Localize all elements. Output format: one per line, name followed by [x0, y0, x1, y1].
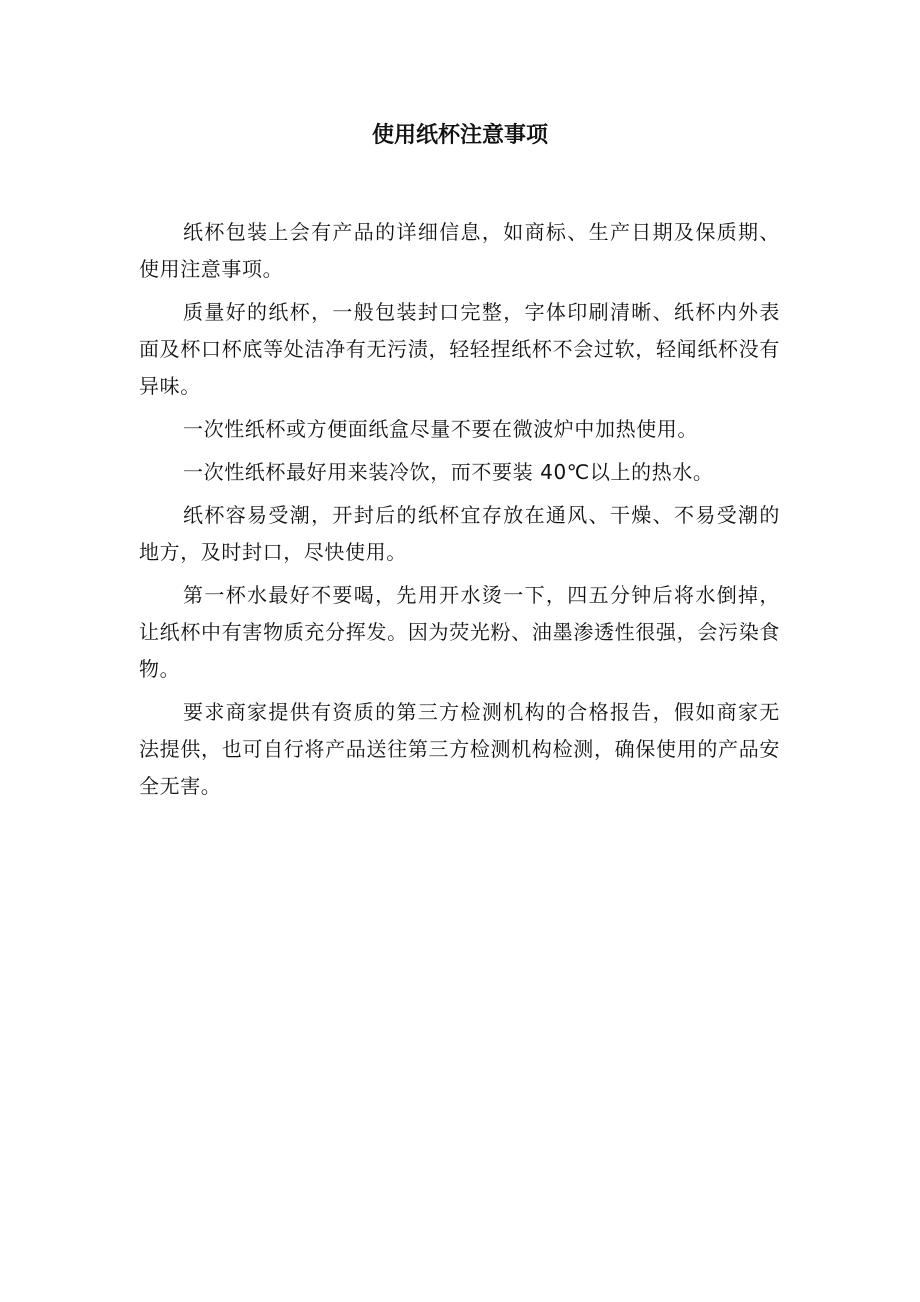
paragraph-package-info: 纸杯包装上会有产品的详细信息，如商标、生产日期及保质期、使用注意事项。 [139, 220, 780, 281]
document-body [139, 214, 780, 811]
paragraph-cold-drinks: 一次性纸杯最好用来装冷饮，而不要装 40℃以上的热水。 [183, 460, 714, 484]
paragraph-storage: 纸杯容易受潮，开封后的纸杯宜存放在通风、干燥、不易受潮的地方，及时封口，尽快使用。 [139, 503, 780, 564]
paragraph-first-cup: 第一杯水最好不要喝，先用开水烫一下，四五分钟后将水倒掉，让纸杯中有害物质充分挥发。因为荧光粉、油墨渗透性很强，会污染食物。 [139, 583, 780, 681]
paragraph-inspection-report: 要求商家提供有资质的第三方检测机构的合格报告，假如商家无法提供，也可自行将产品送往第三方检测机构检测，确保使用的产品安全无害。 [139, 700, 780, 798]
paragraph-quality-check: 质量好的纸杯，一般包装封口完整，字体印刷清晰、纸杯内外表面及杯口杯底等处洁净有无污渍，轻轻捏纸杯不会过软，轻闻纸杯没有异味。 [139, 300, 780, 398]
paragraph-microwave-warning: 一次性纸杯或方便面纸盒尽量不要在微波炉中加热使用。 [183, 417, 698, 441]
document-title: 使用纸杯注意事项 [371, 123, 548, 148]
